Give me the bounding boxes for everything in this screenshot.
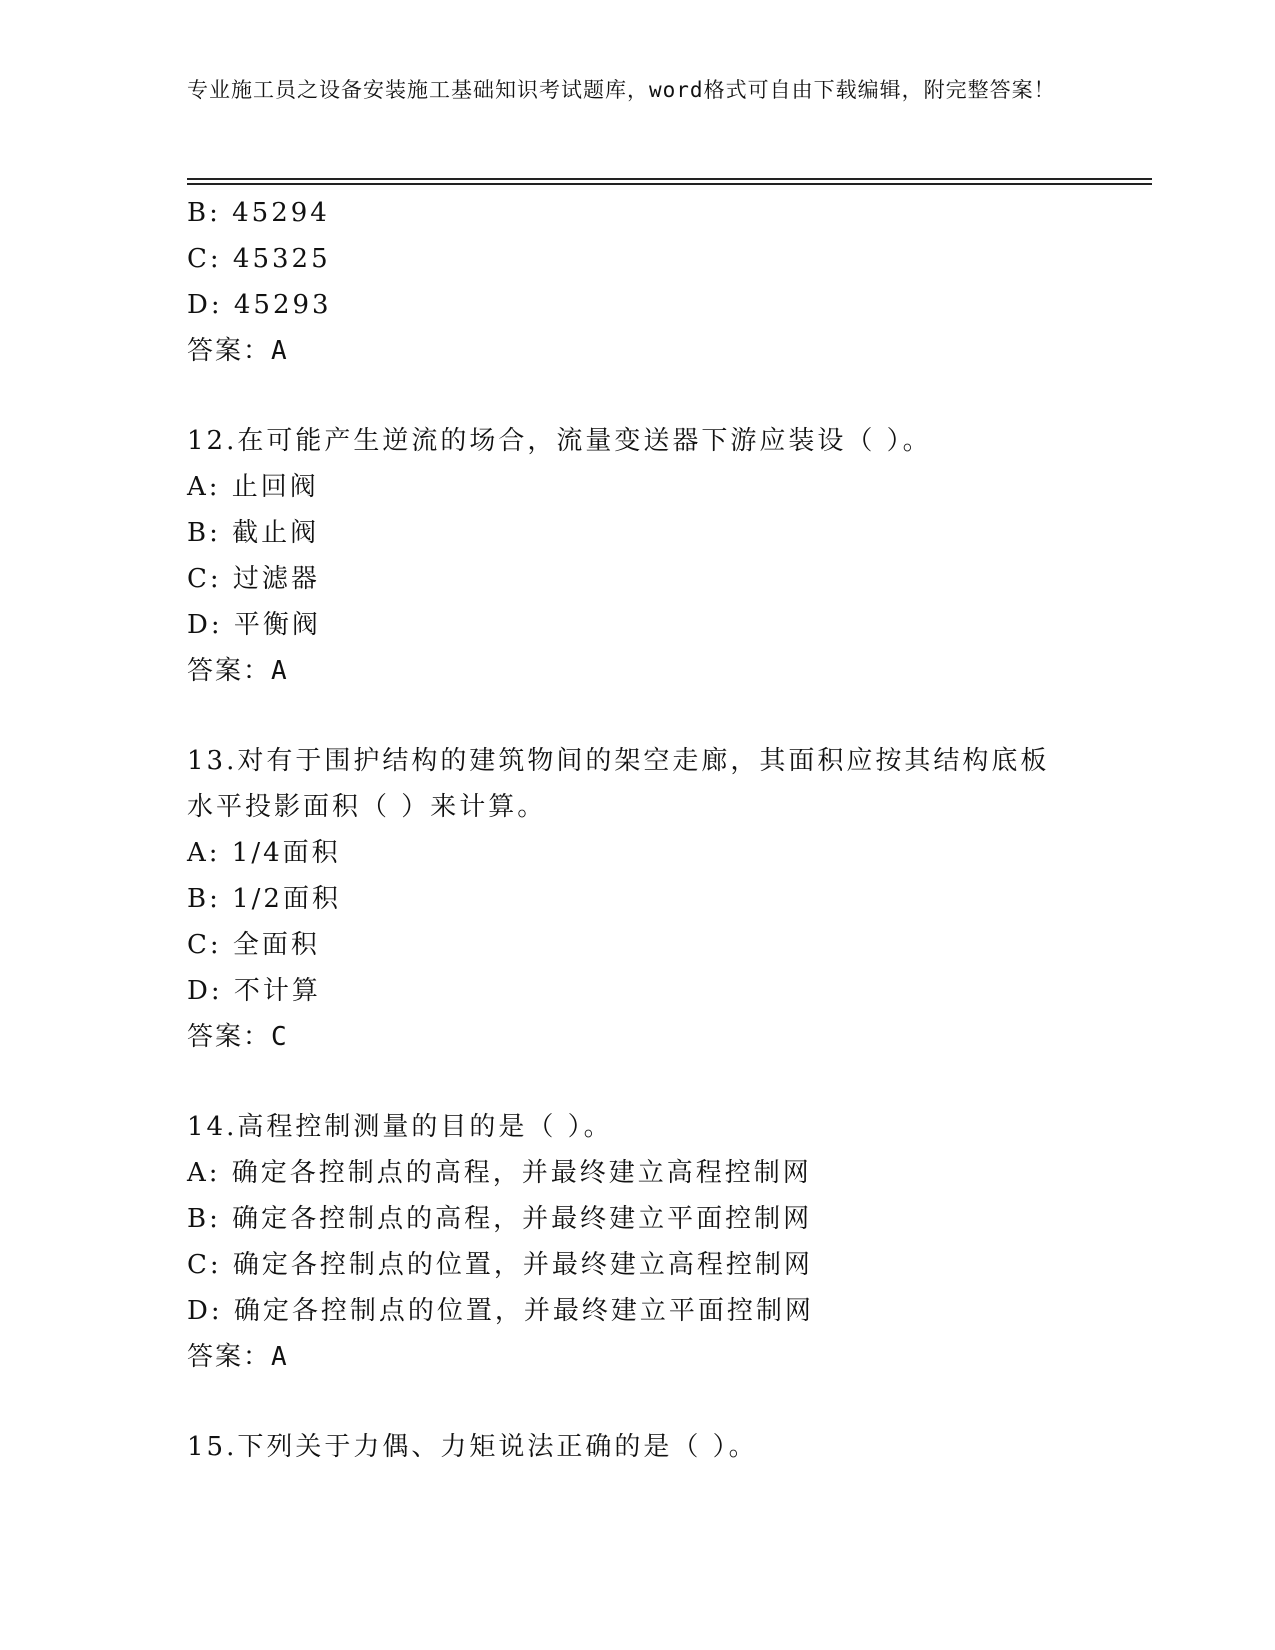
option-b: B: 45294 [187,198,330,228]
question-list [187,190,1087,1470]
spacer [187,374,1087,418]
question-15 [187,1424,1087,1470]
option-a: A: 止回阀 [187,472,319,502]
question-13 [187,738,1087,1060]
option-a: A: 确定各控制点的高程，并最终建立高程控制网 [187,1158,812,1188]
option-d: D: 45293 [187,290,332,320]
option-c: C: 确定各控制点的位置，并最终建立高程控制网 [187,1250,813,1280]
question-text: 13.对有于围护结构的建筑物间的架空走廊，其面积应按其结构底板水平投影面积（ ）来计算。 [187,746,1050,822]
option-c: C: 45325 [187,244,331,274]
header-divider-bottom [187,183,1152,185]
answer: 答案：A [187,336,289,366]
option-c: C: 过滤器 [187,564,320,594]
spacer [187,694,1087,738]
option-b: B: 确定各控制点的高程，并最终建立平面控制网 [187,1204,813,1234]
document-header: 专业施工员之设备安装施工基础知识考试题库，word格式可自由下载编辑，附完整答案！ [187,78,1056,102]
question-12 [187,418,1087,694]
answer: 答案：A [187,1342,289,1372]
question-11-tail [187,190,1087,374]
option-d: D: 不计算 [187,976,321,1006]
question-text: 15.下列关于力偶、力矩说法正确的是（ ）。 [187,1432,758,1462]
answer: 答案：A [187,656,289,686]
option-d: D: 平衡阀 [187,610,321,640]
question-text: 14.高程控制测量的目的是（ ）。 [187,1112,613,1142]
question-14 [187,1104,1087,1380]
question-text: 12.在可能产生逆流的场合，流量变送器下游应装设（ ）。 [187,426,932,456]
option-c: C: 全面积 [187,930,320,960]
option-b: B: 截止阀 [187,518,320,548]
spacer [187,1380,1087,1424]
spacer [187,1060,1087,1104]
option-b: B: 1/2面积 [187,884,341,914]
header-divider-top [187,178,1152,180]
option-d: D: 确定各控制点的位置，并最终建立平面控制网 [187,1296,814,1326]
option-a: A: 1/4面积 [187,838,341,868]
answer: 答案：C [187,1022,289,1052]
